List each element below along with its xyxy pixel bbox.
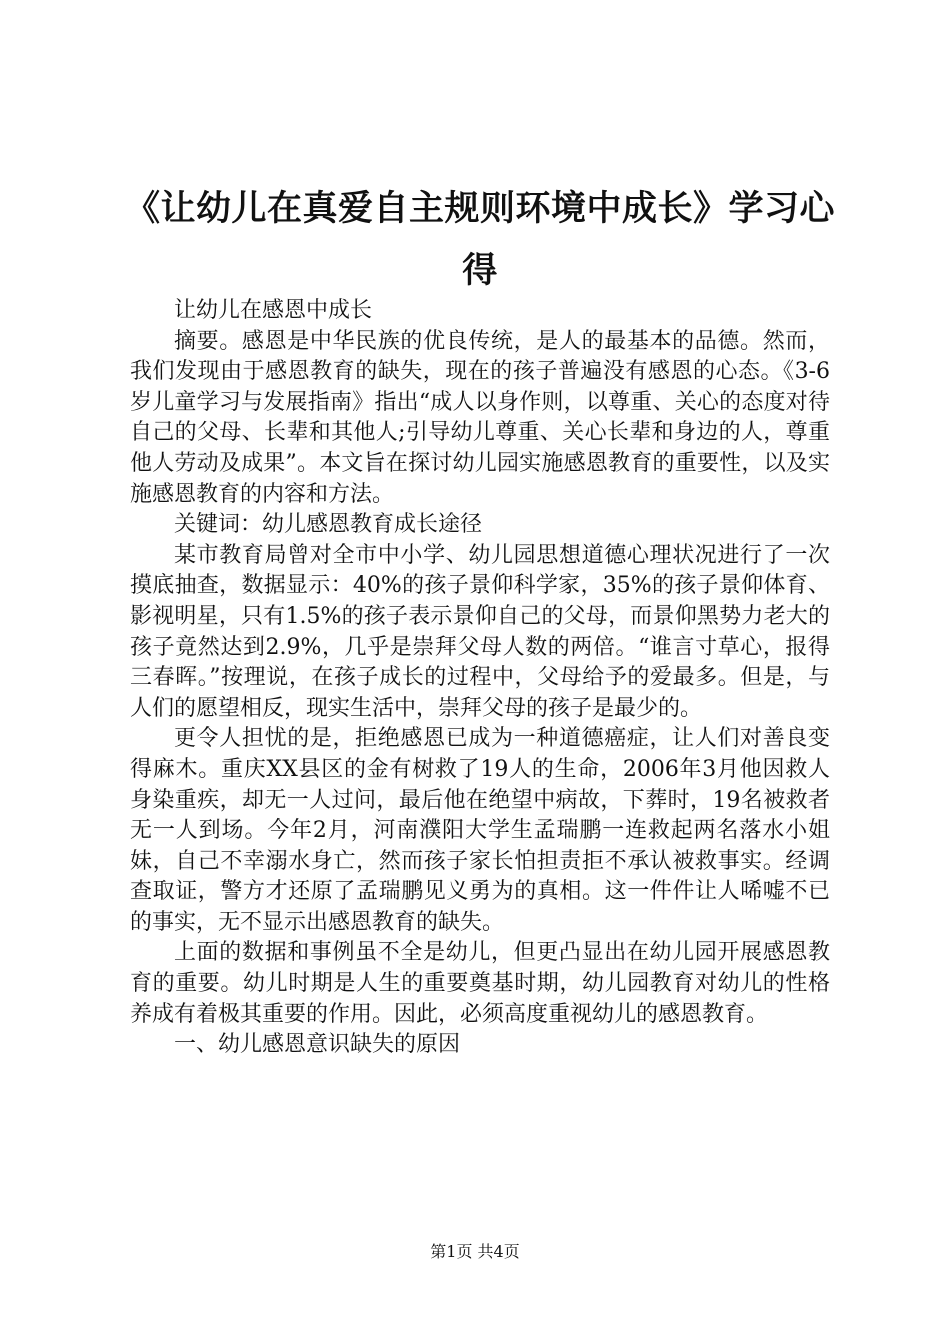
document-body — [130, 296, 830, 1061]
keywords-paragraph: 关键词：幼儿感恩教育成长途径 — [174, 512, 483, 538]
abstract-paragraph: 摘要。感恩是中华民族的优良传统，是人的最基本的品德。然而，我们发现由于感恩教育的缺失，现在的孩子普遍没有感恩的心态。《3-6岁儿童学习与发展指南》指出“成人以身作则，以尊重、关心的态度对待自己的父母、长辈和其他人;引导幼儿尊重、关心长辈和身边的人，尊重他人劳动及成果”。本文旨在探讨幼儿园实施感恩教育的重要性，以及实施感恩教育的内容和方法。 — [130, 328, 830, 507]
document-title: 《让幼儿在真爱自主规则环境中成长》学习心得 — [124, 189, 835, 291]
subtitle-paragraph: 让幼儿在感恩中成长 — [174, 298, 373, 323]
survey-paragraph: 某市教育局曾对全市中小学、幼儿园思想道德心理状况进行了一次摸底抽查，数据显示：40%的孩子景仰科学家，35%的孩子景仰体育、影视明星，只有1.5%的孩子表示景仰自己的父母，而景仰黑势力老大的孩子竟然达到2.9%，几乎是崇拜父母人数的两倍。“谁言寸草心，报得三春晖。”按理说，在孩子成长的过程中，父母给予的爱最多。但是，与人们的愿望相反，现实生活中，崇拜父母的孩子是最少的。 — [130, 542, 830, 721]
section-heading: 一、幼儿感恩意识缺失的原因 — [174, 1032, 461, 1058]
examples-paragraph: 更令人担忧的是，拒绝感恩已成为一种道德癌症，让人们对善良变得麻木。重庆XX县区的金有树救了19人的生命，2006年3月他因救人身染重疾，却无一人过问，最后他在绝望中病故，下葬时，19名被救者无一人到场。今年2月，河南濮阳大学生孟瑞鹏一连救起两名落水小姐妹，自己不幸溺水身亡，然而孩子家长怕担责拒不承认被救事实。经调查取证，警方才还原了孟瑞鹏见义勇为的真相。这一件件让人唏嘘不已的事实，无不显示出感恩教育的缺失。 — [130, 726, 830, 935]
importance-paragraph: 上面的数据和事例虽不全是幼儿，但更凸显出在幼儿园开展感恩教育的重要。幼儿时期是人生的重要奠基时期，幼儿园教育对幼儿的性格养成有着极其重要的作用。因此，必须高度重视幼儿的感恩教育。 — [130, 940, 830, 1027]
page-number-footer: 第1页 共4页 — [430, 1242, 520, 1261]
